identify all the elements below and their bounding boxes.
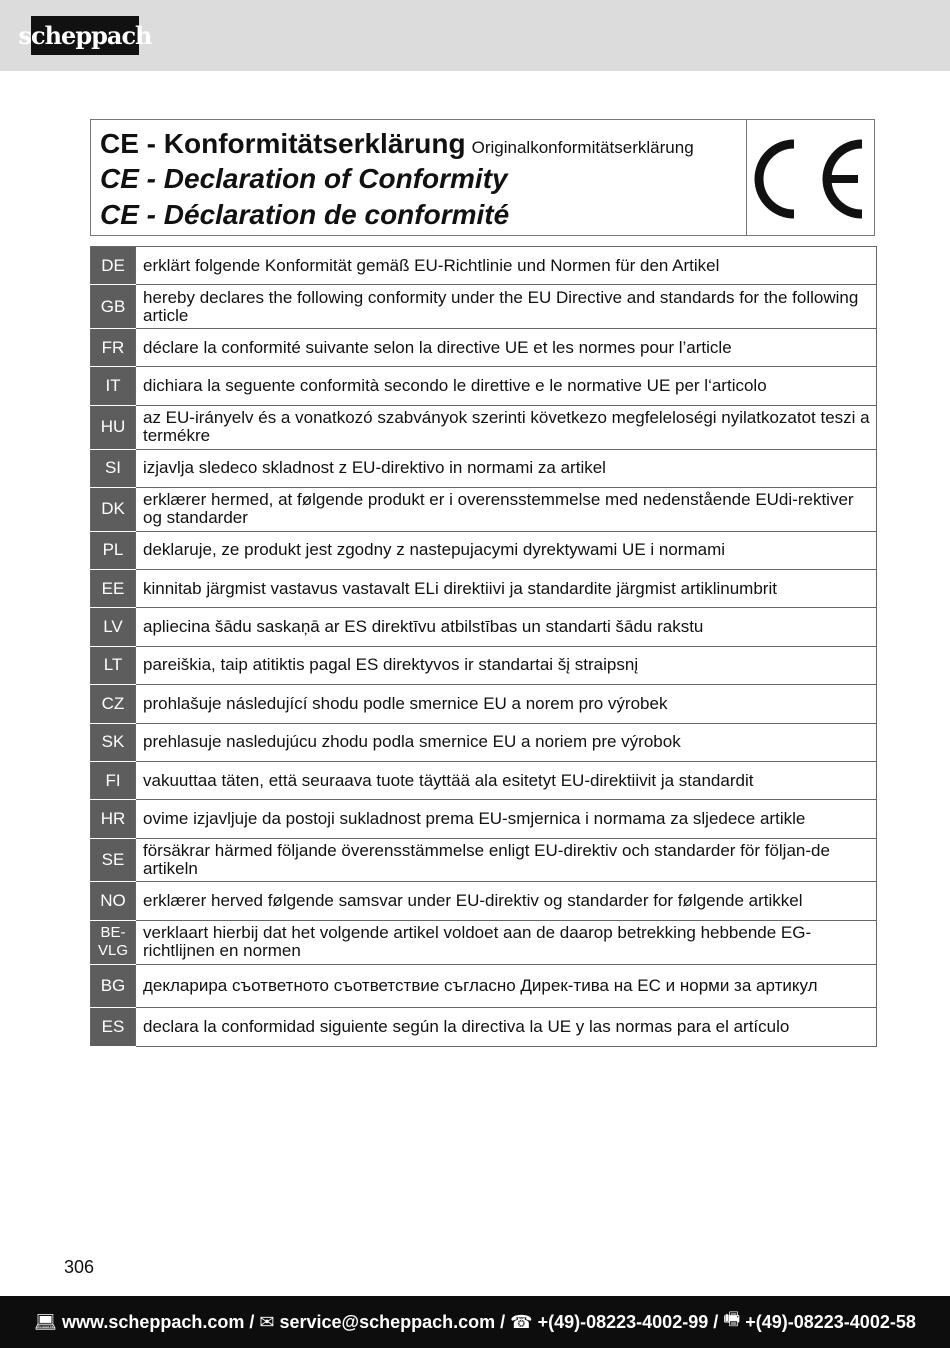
declaration-text: declara la conformidad siguiente según la directiva la UE y las normas para el artículo: [136, 1008, 877, 1046]
language-declaration-table: [90, 246, 877, 1047]
table-row: [91, 646, 877, 684]
table-row: [91, 367, 877, 405]
declaration-text: kinnitab järgmist vastavus vastavalt ELi direktiivi ja standardite järgmist artiklinumbrit: [136, 570, 877, 608]
declaration-text: försäkrar härmed följande överensstämmelse enligt EU-direktiv och standarder för följan-de artikeln: [136, 838, 877, 882]
title-french: CE - Déclaration de conformité: [100, 199, 510, 230]
declaration-text: vakuuttaa täten, että seuraava tuote täyttää ala esitetyt EU-direktiivit ja standardit: [136, 761, 877, 799]
declaration-text: deklaruje, ze produkt jest zgodny z nastepujacymi dyrektywami UE i normami: [136, 531, 877, 569]
title-box: [90, 119, 875, 236]
table-row: [91, 685, 877, 723]
language-code: ES: [91, 1008, 136, 1046]
title-german-main: CE - Konformitätserklärung: [100, 128, 466, 159]
declaration-text: dichiara la seguente conformità secondo le direttive e le normative UE per l‘articolo: [136, 367, 877, 405]
table-row: [91, 449, 877, 487]
language-code: HR: [91, 800, 136, 838]
telephone-icon: ☎: [510, 1311, 533, 1332]
table-row: [91, 1008, 877, 1046]
declaration-text: déclare la conformité suivante selon la directive UE et les normes pour l’article: [136, 329, 877, 367]
language-code: LT: [91, 646, 136, 684]
declaration-text: pareiškia, taip atitiktis pagal ES direktyvos ir standartai šį straipsnį: [136, 646, 877, 684]
fax-icon: 🖷︎: [723, 1309, 741, 1329]
language-code-line: VLG: [97, 942, 128, 960]
language-code: SK: [91, 723, 136, 761]
title-german: [100, 128, 694, 160]
title-english: CE - Declaration of Conformity: [100, 163, 508, 194]
language-code: HU: [91, 405, 136, 449]
declaration-text: apliecina šādu saskaņā ar ES direktīvu atbilstības un standarti šādu rakstu: [136, 608, 877, 646]
declaration-text: ovime izjavljuje da postoji sukladnost prema EU-smjernica i normama za sljedece artikle: [136, 800, 877, 838]
declaration-text: az EU-irányelv és a vonatkozó szabványok szerinti következo megfeleloségi nyilatkozatot teszi a termékre: [136, 405, 877, 449]
ce-mark-icon: [754, 138, 870, 220]
footer-email: service@scheppach.com /: [279, 1311, 506, 1332]
declaration-text: izjavlja sledeco skladnost z EU-direktivo in normami za artikel: [136, 449, 877, 487]
table-row: [91, 761, 877, 799]
language-code: DK: [91, 487, 136, 531]
language-code: GB: [91, 285, 136, 329]
table-row: [91, 800, 877, 838]
language-code: FI: [91, 761, 136, 799]
declaration-text: prehlasuje nasledujúcu zhodu podla smernice EU a noriem pre výrobok: [136, 723, 877, 761]
declaration-text: prohlašuje následující shodu podle smernice EU a norem pro výrobek: [136, 685, 877, 723]
envelope-icon: ✉: [259, 1311, 275, 1332]
footer-fax: +(49)-08223-4002-58: [745, 1311, 916, 1332]
table-row: [91, 964, 877, 1008]
language-code: EE: [91, 570, 136, 608]
table-row: [91, 608, 877, 646]
computer-icon: 💻︎: [34, 1311, 57, 1332]
language-code: IT: [91, 367, 136, 405]
title-german-sub: Originalkonformitätserklärung: [471, 138, 694, 157]
declaration-text: erklärt folgende Konformität gemäß EU-Richtlinie und Normen für den Artikel: [136, 247, 877, 285]
language-code: CZ: [91, 685, 136, 723]
table-row: [91, 920, 877, 964]
language-code: [91, 920, 136, 964]
page-number: 306: [64, 1257, 95, 1277]
table-row: [91, 487, 877, 531]
table-row: [91, 838, 877, 882]
title-text-cell: [91, 120, 747, 235]
scheppach-logo: scheppach: [31, 16, 139, 55]
language-code: BG: [91, 964, 136, 1008]
footer-phone: +(49)-08223-4002-99 /: [537, 1311, 719, 1332]
table-row: [91, 882, 877, 920]
table-row: [91, 329, 877, 367]
declaration-text: erklærer herved følgende samsvar under EU-direktiv og standarder for følgende artikkel: [136, 882, 877, 920]
language-code: PL: [91, 531, 136, 569]
language-code: DE: [91, 247, 136, 285]
declaration-text: hereby declares the following conformity under the EU Directive and standards for the following article: [136, 285, 877, 329]
declaration-text: декларира съответното съответствие съгласно Дирек-тива на ЕС и норми за артикул: [136, 964, 877, 1008]
declaration-text: verklaart hierbij dat het volgende artikel voldoet aan de daarop betrekking hebbende EG-richtlijnen en normen: [136, 920, 877, 964]
table-row: [91, 247, 877, 285]
language-code: FR: [91, 329, 136, 367]
language-code: LV: [91, 608, 136, 646]
language-code: SE: [91, 838, 136, 882]
footer-website: www.scheppach.com /: [61, 1311, 255, 1332]
language-code-line: BE-: [100, 924, 126, 942]
declaration-text: erklærer hermed, at følgende produkt er i overensstemmelse med nedenstående EUdi-rektiver og standarder: [136, 487, 877, 531]
footer-bar: [0, 1296, 950, 1348]
header-band: [0, 0, 950, 71]
table-row: [91, 531, 877, 569]
table-row: [91, 405, 877, 449]
table-row: [91, 285, 877, 329]
table-row: [91, 723, 877, 761]
language-code: NO: [91, 882, 136, 920]
language-code: SI: [91, 449, 136, 487]
table-row: [91, 570, 877, 608]
